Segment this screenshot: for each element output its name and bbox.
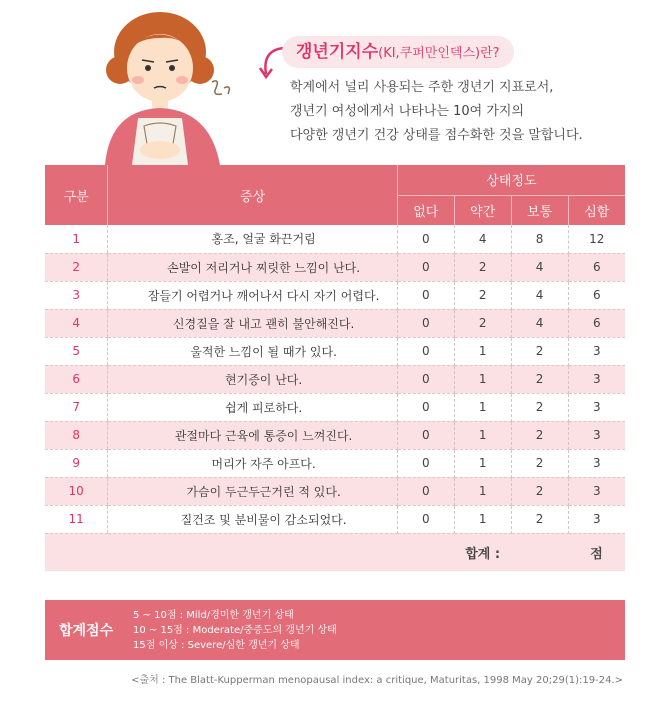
row-score: 3	[568, 421, 625, 449]
row-number: 2	[45, 253, 108, 281]
row-score: 0	[397, 449, 454, 477]
row-score: 3	[568, 505, 625, 533]
total-unit: 점	[568, 533, 625, 571]
row-score: 2	[511, 449, 568, 477]
row-symptom: 현기증이 난다.	[108, 365, 397, 393]
score-summary-lines	[133, 608, 337, 653]
row-score: 2	[511, 393, 568, 421]
table-row	[45, 477, 625, 505]
row-score: 6	[568, 309, 625, 337]
row-score: 0	[397, 477, 454, 505]
row-symptom: 손발이 저리거나 찌릿한 느낌이 난다.	[108, 253, 397, 281]
row-symptom: 관절마다 근육에 통증이 느껴진다.	[108, 421, 397, 449]
row-score: 0	[397, 225, 454, 253]
table-row	[45, 393, 625, 421]
row-symptom: 질건조 및 분비물이 감소되었다.	[108, 505, 397, 533]
col-header-level: 없다	[397, 195, 454, 225]
table-row	[45, 281, 625, 309]
row-number: 3	[45, 281, 108, 309]
row-score: 1	[454, 393, 511, 421]
row-score: 3	[568, 393, 625, 421]
row-number: 4	[45, 309, 108, 337]
row-score: 1	[454, 449, 511, 477]
row-score: 1	[454, 477, 511, 505]
col-header-num: 구분	[45, 165, 108, 225]
col-header-level: 심함	[568, 195, 625, 225]
row-score: 0	[397, 309, 454, 337]
row-score: 8	[511, 225, 568, 253]
row-score: 2	[511, 421, 568, 449]
table-row	[45, 505, 625, 533]
row-score: 0	[397, 253, 454, 281]
row-score: 4	[511, 309, 568, 337]
title-main: 갱년기지수	[296, 42, 379, 62]
row-number: 7	[45, 393, 108, 421]
row-number: 11	[45, 505, 108, 533]
total-label: 합계 :	[45, 533, 568, 571]
row-number: 1	[45, 225, 108, 253]
row-score: 12	[568, 225, 625, 253]
score-range: 10 ~ 15점 : Moderate/중증도의 갱년기 상태	[133, 625, 337, 636]
woman-illustration	[100, 0, 240, 165]
row-score: 4	[454, 225, 511, 253]
col-header-state: 상태정도	[397, 165, 625, 195]
score-summary	[45, 600, 625, 660]
row-score: 2	[511, 505, 568, 533]
row-score: 1	[454, 365, 511, 393]
row-score: 1	[454, 337, 511, 365]
row-number: 8	[45, 421, 108, 449]
row-symptom: 쉽게 피로하다.	[108, 393, 397, 421]
row-number: 9	[45, 449, 108, 477]
row-symptom: 잠들기 어렵거나 깨어나서 다시 자기 어렵다.	[108, 281, 397, 309]
col-header-level: 약간	[454, 195, 511, 225]
table-row	[45, 225, 625, 253]
col-header-level: 보통	[511, 195, 568, 225]
row-number: 10	[45, 477, 108, 505]
row-score: 6	[568, 253, 625, 281]
row-score: 2	[454, 309, 511, 337]
row-score: 0	[397, 393, 454, 421]
row-score: 0	[397, 505, 454, 533]
title-sub: (KI,쿠퍼만인덱스)란?	[378, 46, 500, 61]
row-score: 2	[511, 337, 568, 365]
row-score: 3	[568, 477, 625, 505]
table-row	[45, 337, 625, 365]
row-score: 2	[454, 281, 511, 309]
row-score: 3	[568, 365, 625, 393]
row-score: 1	[454, 505, 511, 533]
table-row	[45, 309, 625, 337]
row-score: 6	[568, 281, 625, 309]
row-score: 0	[397, 281, 454, 309]
table-row	[45, 421, 625, 449]
table-row	[45, 449, 625, 477]
row-number: 5	[45, 337, 108, 365]
description-line: 다양한 갱년기 건강 상태를 점수화한 것을 말합니다.	[290, 128, 583, 143]
description-line: 학계에서 널리 사용되는 주한 갱년기 지표로서,	[290, 80, 554, 95]
score-summary-label: 합계점수	[59, 623, 114, 639]
row-score: 4	[511, 281, 568, 309]
table-row	[45, 365, 625, 393]
row-score: 2	[454, 253, 511, 281]
kupperman-index-table	[45, 165, 625, 571]
col-header-symptom: 증상	[108, 165, 397, 225]
row-symptom: 울적한 느낌이 될 때가 있다.	[108, 337, 397, 365]
row-score: 4	[511, 253, 568, 281]
page-title	[282, 36, 514, 68]
row-score: 3	[568, 337, 625, 365]
row-score: 0	[397, 337, 454, 365]
row-symptom: 신경질을 잘 내고 괜히 불안해진다.	[108, 309, 397, 337]
row-symptom: 가슴이 두근두근거린 적 있다.	[108, 477, 397, 505]
row-symptom: 머리가 자주 아프다.	[108, 449, 397, 477]
row-score: 0	[397, 365, 454, 393]
description-line: 갱년기 여성에게서 나타나는 10여 가지의	[290, 104, 524, 119]
table-row	[45, 253, 625, 281]
row-score: 2	[511, 365, 568, 393]
total-row	[45, 533, 625, 571]
row-score: 2	[511, 477, 568, 505]
description	[290, 76, 660, 148]
score-range: 5 ~ 10점 : Mild/경미한 갱년기 상태	[133, 610, 294, 621]
row-score: 1	[454, 421, 511, 449]
row-symptom: 홍조, 얼굴 화끈거림	[108, 225, 397, 253]
header	[0, 0, 667, 165]
row-score: 3	[568, 449, 625, 477]
source-citation: <출처 : The Blatt-Kupperman menopausal index: a critique, Maturitas, 1998 May 20;29(1):19-24.>	[131, 675, 623, 686]
score-range: 15점 이상 : Severe/심한 갱년기 상태	[133, 640, 300, 651]
row-number: 6	[45, 365, 108, 393]
row-score: 0	[397, 421, 454, 449]
